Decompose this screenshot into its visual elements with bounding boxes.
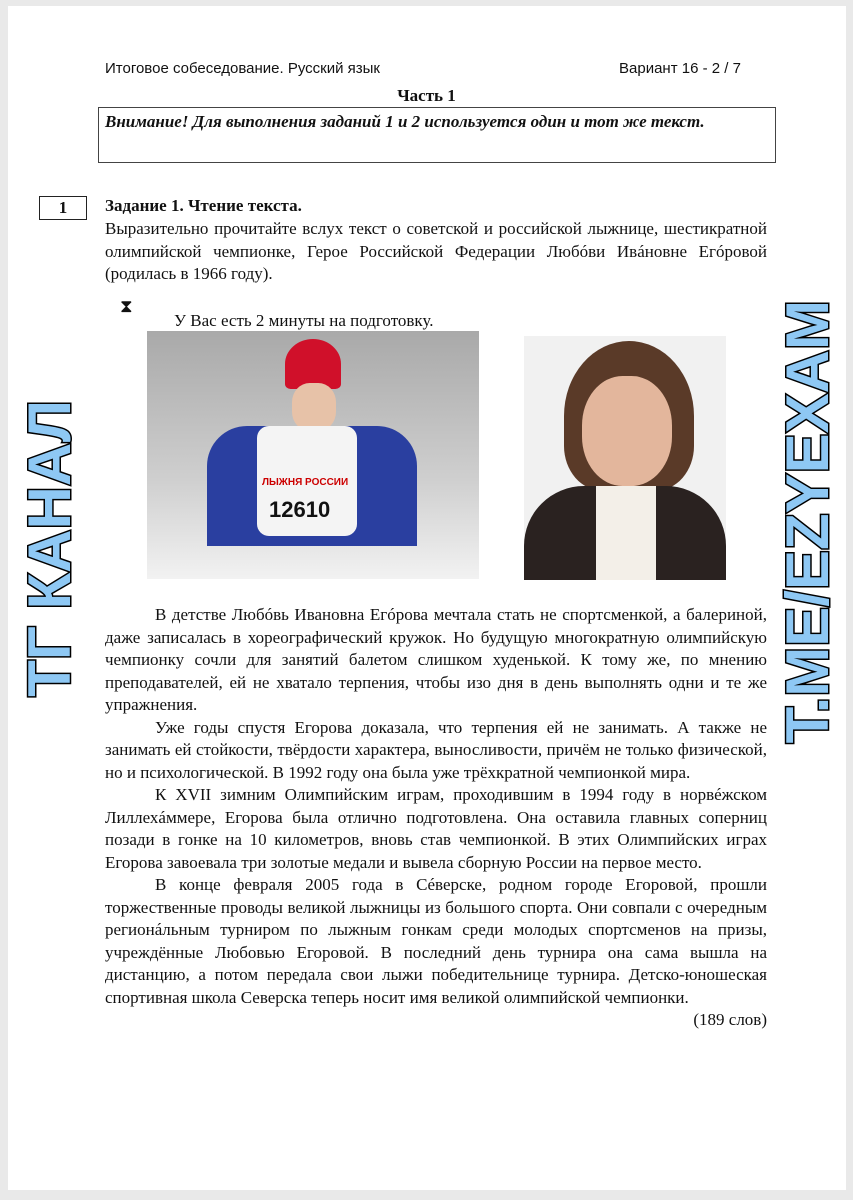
portrait-photo bbox=[524, 336, 726, 580]
bib-number: 12610 bbox=[269, 497, 331, 522]
skier-photo bbox=[147, 331, 479, 579]
part-heading: Часть 1 bbox=[397, 86, 456, 105]
watermark-line1: ТГ КАНАЛ bbox=[16, 400, 83, 697]
reading-text bbox=[105, 604, 767, 1032]
page-number: - 2 / 7 bbox=[702, 60, 741, 77]
paragraph: В конце февраля 2005 года в Сéверске, родном городе Егоровой, прошли торжественные проводы великой лыжницы из большого спорта. Они совпали с очередным регионáльным турниром по лыжным гонкам среди молодых спортсменов на призы, учреждённые Любовью Егоровой. В последний день турнира она сама вышла на дистанцию, а потом передала свои лыжи победительнице турнира. Детско-юношеская спортивная школа Северска теперь носит имя великой олимпийской чемпионки. bbox=[105, 875, 767, 1007]
header-variant bbox=[619, 60, 741, 77]
task-number: 1 bbox=[39, 196, 87, 220]
paragraph: Уже годы спустя Егорова доказала, что терпения ей не занимать. А также не занимать ей стойкости, твёрдости характера, выносливости, причём не только физической, но и психологической. В 1992 году она была уже трёхкратной чемпионкой мира. bbox=[105, 717, 767, 782]
attention-box: Внимание! Для выполнения заданий 1 и 2 используется один и тот же текст. bbox=[98, 107, 776, 163]
bib-banner: ЛЫЖНЯ РОССИИ bbox=[262, 477, 349, 488]
header-title: Итоговое собеседование. Русский язык bbox=[105, 60, 380, 77]
word-count: (189 слов) bbox=[693, 1010, 767, 1029]
paragraph: В детстве Любóвь Ивановна Егóрова мечтала стать не спортсменкой, а балериной, даже записалась в хореографический кружок. Но будущую многократную олимпийскую чемпионку сочли для занятий балетом слишком худенькой. К тому же, по мнению преподавателей, ей не хватало терпения, чтобы изо дня в день выполнять одни и те же упражнения. bbox=[105, 605, 767, 714]
task-instruction: Выразительно прочитайте вслух текст о советской и российской лыжнице, шестикратной олимпийской чемпионке, Герое Российской Федерации Любóви Ивáновне Егóровой (родилась в 1966 году). bbox=[105, 219, 767, 283]
hourglass-icon: ⧗ bbox=[120, 296, 133, 316]
variant-label: Вариант 16 bbox=[619, 60, 699, 77]
watermark-line2: T.ME/EZYEXAM bbox=[774, 300, 841, 744]
task-title: Задание 1. Чтение текста. bbox=[105, 196, 302, 215]
paragraph: К XVII зимним Олимпийским играм, проходившим в 1994 году в норвéжском Лиллехáммере, Егорова была отлично подготовлена. Она оставила главных соперниц позади в гонке на 10 километров, вновь став чемпионкой. В этих Олимпийских играх Егорова завоевала три золотые медали и вывела сборную России на первое место. bbox=[105, 785, 767, 872]
timer-note: У Вас есть 2 минуты на подготовку. bbox=[174, 311, 434, 330]
